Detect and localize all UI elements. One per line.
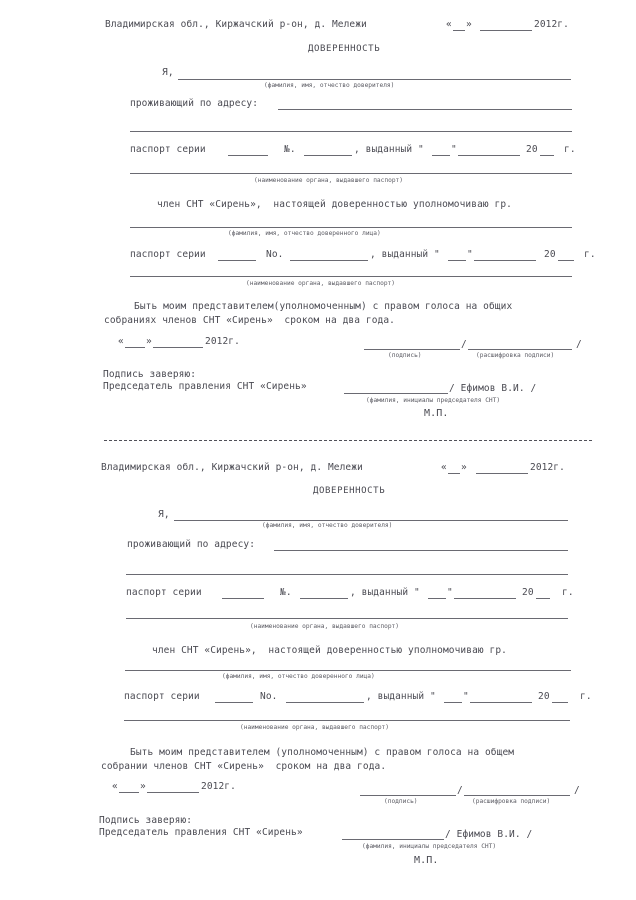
passport2-num-label: No. bbox=[260, 691, 278, 702]
member-text: член СНТ «Сирень», настоящей доверенностью уполномочиваю гр. bbox=[157, 199, 512, 210]
passport2-num-label: No. bbox=[266, 249, 284, 260]
header-date-close: » bbox=[466, 19, 472, 30]
header-place: Владимирская обл., Киржачский р-он, д. Мележи bbox=[105, 19, 367, 30]
header-month-field[interactable] bbox=[480, 30, 532, 31]
passport2-number-field[interactable] bbox=[286, 702, 364, 703]
passport1-day-field[interactable] bbox=[428, 598, 446, 599]
header-year: 2012г. bbox=[534, 19, 569, 30]
header-date-open: « bbox=[446, 19, 452, 30]
sign-year: 2012г. bbox=[201, 781, 236, 792]
signature-decode-field[interactable] bbox=[464, 795, 570, 796]
passport2-issuer-caption: (наименование органа, выдавшего паспорт) bbox=[246, 280, 396, 287]
passport2-series-field[interactable] bbox=[218, 260, 256, 261]
passport1-label: паспорт серии bbox=[126, 587, 202, 598]
header-day-field[interactable] bbox=[448, 473, 460, 474]
body-line-1: Быть моим представителем(уполномоченным) с правом голоса на общих bbox=[134, 301, 513, 312]
passport1-century: 20 bbox=[522, 587, 534, 598]
passport1-series-field[interactable] bbox=[222, 598, 264, 599]
passport1-series-field[interactable] bbox=[228, 155, 268, 156]
address-field-1[interactable] bbox=[274, 550, 568, 551]
sign-date-open: « bbox=[118, 336, 124, 347]
signature-decode-field[interactable] bbox=[468, 349, 572, 350]
passport2-label: паспорт серии bbox=[124, 691, 200, 702]
passport1-year-field[interactable] bbox=[536, 598, 550, 599]
address-field-2[interactable] bbox=[130, 131, 572, 132]
body-line-2: собрании членов СНТ «Сирень» сроком на два года. bbox=[101, 761, 387, 772]
passport2-century: 20 bbox=[538, 691, 550, 702]
ya-label: Я, bbox=[158, 509, 170, 520]
certify-label: Подпись заверяю: bbox=[99, 815, 193, 826]
sign-day-field[interactable] bbox=[125, 347, 145, 348]
agent-name-caption: (фамилия, имя, отчество доверенного лица) bbox=[228, 230, 381, 237]
chairman-caption: (фамилия, инициалы председателя СНТ) bbox=[362, 843, 497, 850]
signature-caption: (подпись) bbox=[388, 352, 422, 359]
sign-date-close: » bbox=[140, 781, 146, 792]
passport2-month-field[interactable] bbox=[474, 260, 536, 261]
signature-slash-1: / bbox=[457, 785, 463, 796]
header-month-field[interactable] bbox=[476, 473, 528, 474]
address-label: проживающий по адресу: bbox=[127, 539, 256, 550]
passport1-g: г. bbox=[562, 587, 574, 598]
sign-date-close: » bbox=[146, 336, 152, 347]
passport1-issued-label: , выданный " bbox=[354, 144, 424, 155]
address-label: проживающий по адресу: bbox=[130, 98, 259, 109]
passport2-g: г. bbox=[580, 691, 592, 702]
passport1-month-field[interactable] bbox=[458, 155, 520, 156]
sign-day-field[interactable] bbox=[119, 792, 139, 793]
chairman-signature-field[interactable] bbox=[344, 393, 448, 394]
passport1-issuer-caption: (наименование органа, выдавшего паспорт) bbox=[250, 623, 400, 630]
passport1-issuer-field[interactable] bbox=[130, 173, 572, 174]
passport2-year-field[interactable] bbox=[552, 702, 568, 703]
passport1-issued-label: , выданный " bbox=[350, 587, 420, 598]
passport1-year-field[interactable] bbox=[540, 155, 554, 156]
header-date-open: « bbox=[441, 462, 447, 473]
passport2-day-field[interactable] bbox=[444, 702, 462, 703]
sign-year: 2012г. bbox=[205, 336, 240, 347]
passport2-issued-label: , выданный " bbox=[370, 249, 440, 260]
passport1-number-field[interactable] bbox=[300, 598, 348, 599]
chairman-caption: (фамилия, инициалы председателя СНТ) bbox=[366, 397, 501, 404]
seal-place: М.П. bbox=[424, 408, 449, 419]
sign-month-field[interactable] bbox=[147, 792, 199, 793]
passport1-issuer-caption: (наименование органа, выдавшего паспорт) bbox=[254, 177, 404, 184]
header-day-field[interactable] bbox=[453, 30, 465, 31]
passport1-num-label: №. bbox=[280, 587, 292, 598]
passport2-quote: " bbox=[463, 691, 469, 702]
principal-name-field[interactable] bbox=[174, 520, 568, 521]
passport2-issuer-field[interactable] bbox=[124, 720, 570, 721]
passport2-year-field[interactable] bbox=[558, 260, 574, 261]
signature-decode-caption: (расшифровка подписи) bbox=[476, 352, 555, 359]
sign-month-field[interactable] bbox=[153, 347, 203, 348]
agent-name-field[interactable] bbox=[130, 227, 572, 228]
passport1-label: паспорт серии bbox=[130, 144, 206, 155]
seal-place: М.П. bbox=[414, 855, 439, 866]
signature-slash-2: / bbox=[576, 339, 582, 350]
header-date-close: » bbox=[461, 462, 467, 473]
signature-decode-caption: (расшифровка подписи) bbox=[472, 798, 551, 805]
header-year: 2012г. bbox=[530, 462, 565, 473]
certify-label: Подпись заверяю: bbox=[103, 369, 197, 380]
principal-name-caption: (фамилия, имя, отчество доверителя) bbox=[264, 82, 395, 89]
sign-date-open: « bbox=[112, 781, 118, 792]
passport1-quote: " bbox=[447, 587, 453, 598]
chairman-signature-field[interactable] bbox=[342, 839, 444, 840]
chairman-name: / Ефимов В.И. / bbox=[445, 829, 533, 840]
cut-line bbox=[104, 440, 592, 441]
passport2-number-field[interactable] bbox=[290, 260, 368, 261]
address-field-1[interactable] bbox=[278, 109, 572, 110]
document-title: ДОВЕРЕННОСТЬ bbox=[308, 44, 381, 54]
passport2-day-field[interactable] bbox=[448, 260, 466, 261]
principal-name-field[interactable] bbox=[178, 79, 571, 80]
ya-label: Я, bbox=[162, 67, 174, 78]
document-title: ДОВЕРЕННОСТЬ bbox=[313, 486, 386, 496]
passport1-num-label: №. bbox=[284, 144, 296, 155]
chairman-label: Председатель правления СНТ «Сирень» bbox=[103, 381, 307, 392]
passport2-g: г. bbox=[584, 249, 596, 260]
passport1-number-field[interactable] bbox=[304, 155, 352, 156]
signature-field[interactable] bbox=[364, 349, 460, 350]
agent-name-caption: (фамилия, имя, отчество доверенного лица) bbox=[222, 673, 375, 680]
signature-field[interactable] bbox=[360, 795, 456, 796]
passport1-century: 20 bbox=[526, 144, 538, 155]
agent-name-field[interactable] bbox=[125, 670, 571, 671]
chairman-label: Председатель правления СНТ «Сирень» bbox=[99, 827, 303, 838]
passport1-issuer-field[interactable] bbox=[126, 618, 568, 619]
body-line-2: собраниях членов СНТ «Сирень» сроком на два года. bbox=[104, 315, 395, 326]
passport2-label: паспорт серии bbox=[130, 249, 206, 260]
signature-slash-1: / bbox=[461, 339, 467, 350]
passport1-day-field[interactable] bbox=[432, 155, 450, 156]
body-line-1: Быть моим представителем (уполномоченным) с правом голоса на общем bbox=[130, 747, 515, 758]
principal-name-caption: (фамилия, имя, отчество доверителя) bbox=[262, 522, 393, 529]
passport2-century: 20 bbox=[544, 249, 556, 260]
passport2-issuer-caption: (наименование органа, выдавшего паспорт) bbox=[240, 724, 390, 731]
passport2-issuer-field[interactable] bbox=[130, 276, 572, 277]
signature-slash-2: / bbox=[574, 785, 580, 796]
signature-caption: (подпись) bbox=[384, 798, 418, 805]
address-field-2[interactable] bbox=[126, 574, 568, 575]
member-text: член СНТ «Сирень», настоящей доверенностью уполномочиваю гр. bbox=[152, 645, 507, 656]
passport2-issued-label: , выданный " bbox=[366, 691, 436, 702]
chairman-name: / Ефимов В.И. / bbox=[449, 383, 537, 394]
passport1-quote: " bbox=[451, 144, 457, 155]
header-place: Владимирская обл., Киржачский р-он, д. Мележи bbox=[101, 462, 363, 473]
passport2-series-field[interactable] bbox=[215, 702, 253, 703]
passport2-quote: " bbox=[467, 249, 473, 260]
passport1-month-field[interactable] bbox=[454, 598, 516, 599]
passport1-g: г. bbox=[564, 144, 576, 155]
passport2-month-field[interactable] bbox=[470, 702, 532, 703]
